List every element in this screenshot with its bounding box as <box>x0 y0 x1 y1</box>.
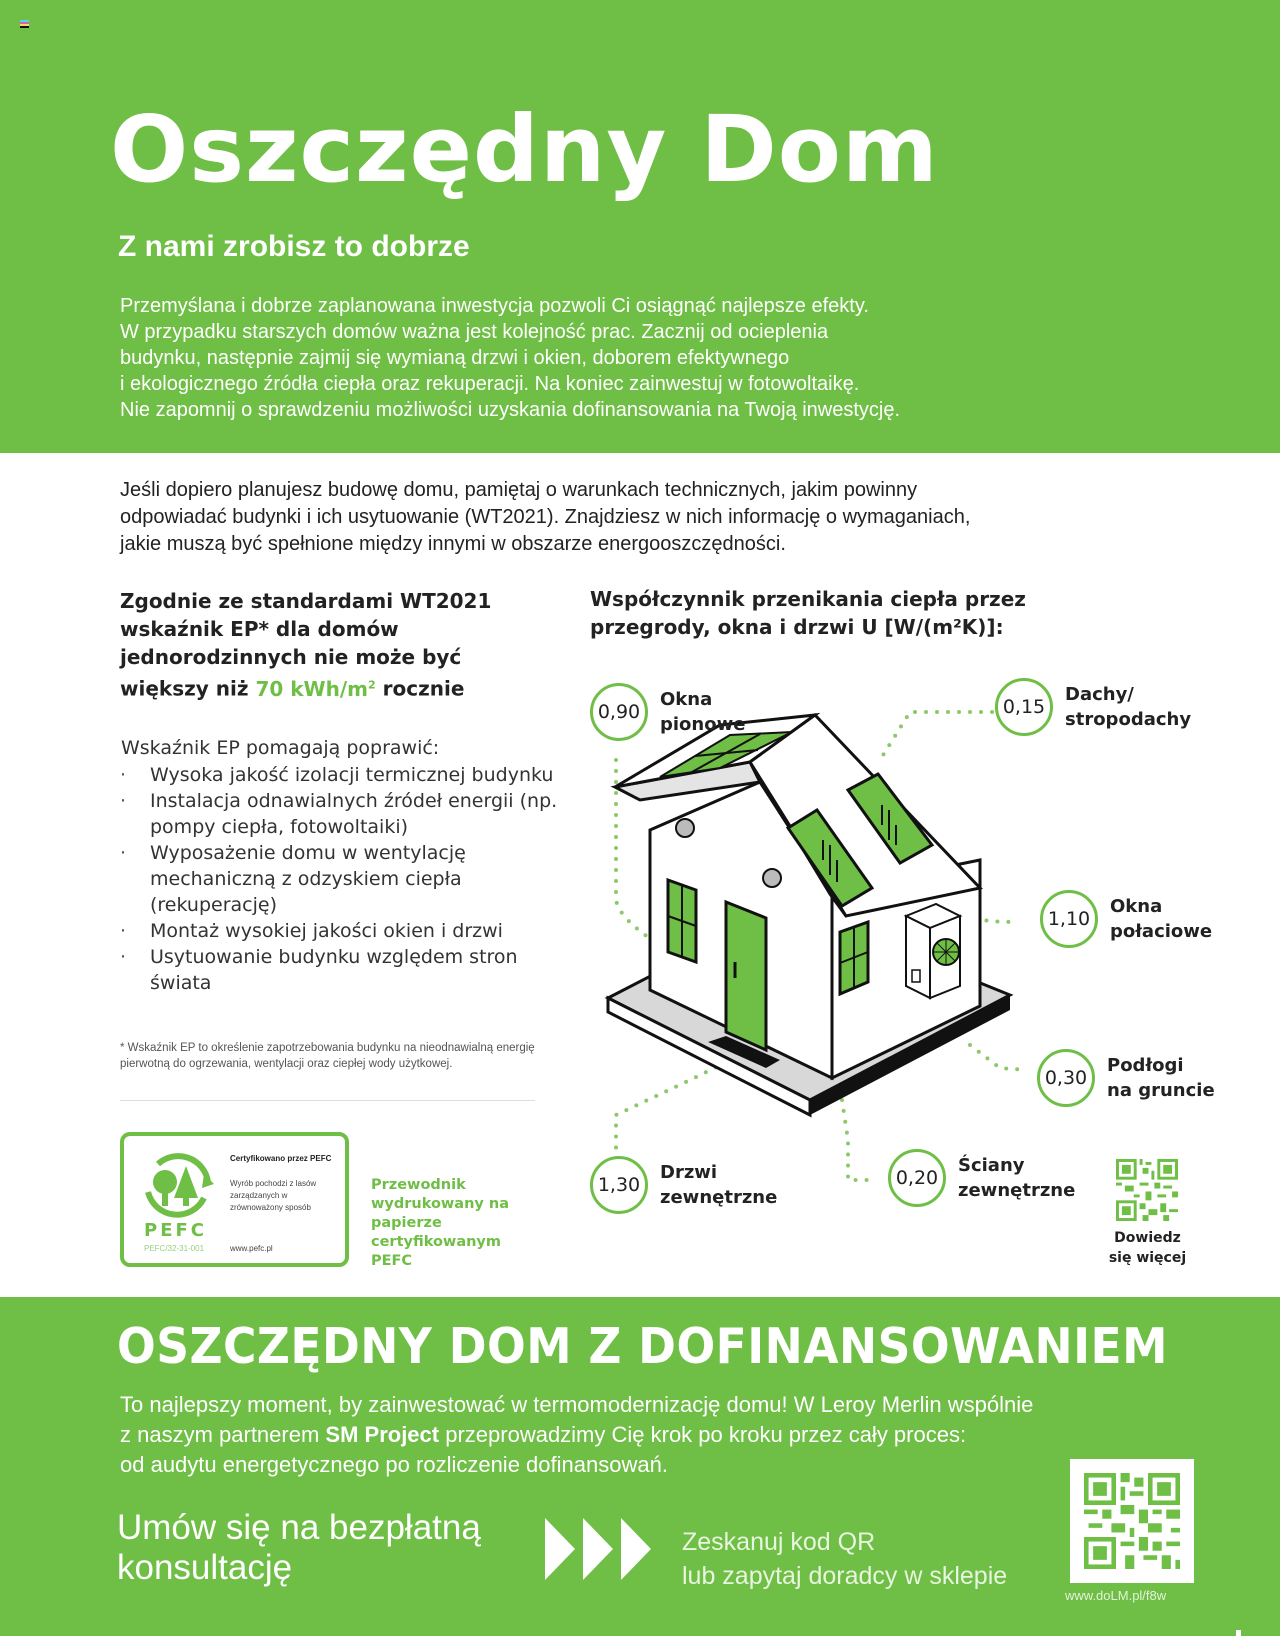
label-line: Dowiedz <box>1114 1230 1181 1246</box>
ep-list-item: · Wysoka jakość izolacji termicznej budynku <box>120 762 560 788</box>
intro-line: i ekologicznego źródła ciepła oraz rekuperacji. Na koniec zainwestuj w fotowoltaikę. <box>120 373 860 395</box>
u-value-circle: 0,90 <box>590 683 648 741</box>
label-line: Dachy/ <box>1065 684 1134 705</box>
funding-line-suffix: przeprowadzimy Cię krok po kroku przez cały proces: <box>439 1422 967 1447</box>
intro-line: Nie zapomnij o sprawdzeniu możliwości uzyskania dofinansowania na Twoją inwestycję. <box>120 399 901 421</box>
u-value-circle: 0,20 <box>888 1149 946 1207</box>
u-value-external-walls <box>888 1149 1075 1207</box>
pefc-code: PEFC/32-31-001 <box>144 1244 205 1253</box>
pefc-side-note: Przewodnik wydrukowany na papierze certyfikowanym PEFC <box>371 1177 510 1269</box>
qr-learn-more-label <box>1100 1228 1195 1268</box>
ep-list-title: Wskaźnik EP pomagają poprawić: <box>121 737 440 759</box>
u-value-label <box>1107 1053 1215 1103</box>
page-subtitle: Z nami zrobisz to dobrze <box>118 230 470 263</box>
ep-list-item: · Instalacja odnawialnych źródeł energii (np. pompy ciepła, fotowoltaiki) <box>120 788 560 840</box>
consultation-cta <box>117 1508 481 1588</box>
print-registration-mark <box>20 20 29 28</box>
u-value-circle: 1,30 <box>590 1156 648 1214</box>
u-value-roof-windows <box>1040 890 1212 948</box>
wt2021-line: jakie muszą być spełnione między innymi w obszarze energooszczędności. <box>120 533 786 555</box>
funding-line-prefix: z naszym partnerem <box>120 1422 326 1447</box>
wt2021-paragraph <box>120 477 1100 558</box>
ep-list <box>120 762 560 996</box>
pefc-url: www.pefc.pl <box>230 1244 273 1253</box>
u-value-label <box>958 1153 1075 1203</box>
label-line: Podłogi <box>1107 1055 1184 1076</box>
label-line: Drzwi <box>660 1162 718 1183</box>
ep-list-item: · Wyposażenie domu w wentylację mechaniczną z odzyskiem ciepła (rekuperację) <box>120 840 560 918</box>
scan-line: lub zapytaj doradcy w sklepie <box>682 1562 1008 1590</box>
ep-heading <box>120 587 550 703</box>
u-value-ground-floors <box>1037 1049 1215 1107</box>
page-title: Oszczędny Dom <box>110 96 939 203</box>
divider <box>120 1100 535 1101</box>
label-line: pionowe <box>660 714 746 735</box>
ep-heading-prefix: większy niż <box>120 676 256 701</box>
pefc-trees-icon <box>138 1152 218 1222</box>
cta-line: Umów się na bezpłatną <box>117 1508 481 1547</box>
u-value-circle: 0,15 <box>995 678 1053 736</box>
ep-heading-suffix: rocznie <box>375 676 465 701</box>
ep-limit-value <box>255 677 375 701</box>
ep-footnote: * Wskaźnik EP to określenie zapotrzebowania budynku na nieodnawialną energię pierwotną do ogrzewania, wentylacji oraz ciepłej wody użytkowej. <box>120 1042 535 1070</box>
label-line: Ściany <box>958 1155 1025 1176</box>
u-value-label <box>660 1160 777 1210</box>
pefc-logo-word: PEFC <box>144 1220 207 1241</box>
ep-limit-sup: 2 <box>368 678 376 691</box>
u-value-circle: 1,10 <box>1040 890 1098 948</box>
funding-line <box>120 1420 1170 1450</box>
funding-line: To najlepszy moment, by zainwestować w termomodernizację domu! W Leroy Merlin wspólnie <box>120 1392 1034 1417</box>
triple-chevron-icon <box>545 1518 655 1580</box>
u-value-label <box>1065 682 1191 732</box>
u-value-external-doors <box>590 1156 777 1214</box>
u-value-vertical-windows <box>590 683 745 741</box>
funding-text <box>120 1390 1170 1480</box>
u-value-roofs <box>995 678 1191 736</box>
u-value-label <box>660 687 745 737</box>
u-value-circle: 0,30 <box>1037 1049 1095 1107</box>
ep-heading-line: wskaźnik EP* dla domów <box>120 617 399 641</box>
wt2021-line: odpowiadać budynki i ich usytuowanie (WT2021). Znajdziesz w nich informację o wymaganiach, <box>120 506 971 528</box>
label-line: połaciowe <box>1110 921 1213 942</box>
scan-instructions <box>682 1525 1007 1593</box>
wt2021-line: Jeśli dopiero planujesz budowę domu, pamiętaj o warunkach technicznych, jakim powinny <box>120 479 918 501</box>
cta-line: konsultację <box>117 1548 293 1587</box>
label-line: stropodachy <box>1065 709 1192 730</box>
u-value-label <box>1110 894 1212 944</box>
u-heading-line: przegrody, okna i drzwi U [W/(m²K)]: <box>590 615 1004 639</box>
label-line: zewnętrzne <box>660 1187 778 1208</box>
u-heading-line: Współczynnik przenikania ciepła przez <box>590 587 1026 611</box>
u-values-heading <box>590 585 1050 641</box>
intro-line: W przypadku starszych domów ważna jest kolejność prac. Zacznij od ocieplenia <box>120 321 829 343</box>
qr-code-icon <box>1084 1473 1180 1569</box>
scan-line: Zeskanuj kod QR <box>682 1528 876 1556</box>
funding-line: od audytu energetycznego po rozliczenie dofinansowań. <box>120 1452 668 1477</box>
intro-paragraph <box>120 293 980 423</box>
label-line: na gruncie <box>1107 1080 1215 1101</box>
pefc-certificate <box>120 1132 349 1267</box>
ep-heading-line: jednorodzinnych nie może być <box>120 645 462 669</box>
ep-limit-number: 70 kWh/m <box>255 676 368 701</box>
ep-heading-line <box>120 671 550 703</box>
pefc-certified-label: Certyfikowano przez PEFC <box>230 1154 332 1163</box>
label-line: Okna <box>660 689 713 710</box>
qr-url[interactable]: www.doLM.pl/f8w <box>1065 1588 1167 1603</box>
ep-list-item: · Montaż wysokiej jakości okien i drzwi <box>120 918 560 944</box>
funding-title: OSZCZĘDNY DOM Z DOFINANSOWANIEM <box>117 1318 1168 1375</box>
ep-list-item: · Usytuowanie budynku względem stron świata <box>120 944 560 996</box>
page-marker <box>1236 1630 1241 1636</box>
qr-code-large[interactable] <box>1070 1459 1194 1583</box>
label-line: zewnętrzne <box>958 1180 1076 1201</box>
pefc-description: Wyrób pochodzi z lasów zarządzanych w zrównoważony sposób <box>230 1179 317 1212</box>
ep-heading-line: Zgodnie ze standardami WT2021 <box>120 589 492 613</box>
intro-line: budynku, następnie zajmij się wymianą drzwi i okien, doborem efektywnego <box>120 347 790 369</box>
intro-line: Przemyślana i dobrze zaplanowana inwestycja pozwoli Ci osiągnąć najlepsze efekty. <box>120 295 869 317</box>
label-line: się więcej <box>1108 1250 1187 1266</box>
partner-name: SM Project <box>325 1422 440 1447</box>
qr-code-small[interactable] <box>1116 1159 1178 1221</box>
label-line: Okna <box>1110 896 1163 917</box>
